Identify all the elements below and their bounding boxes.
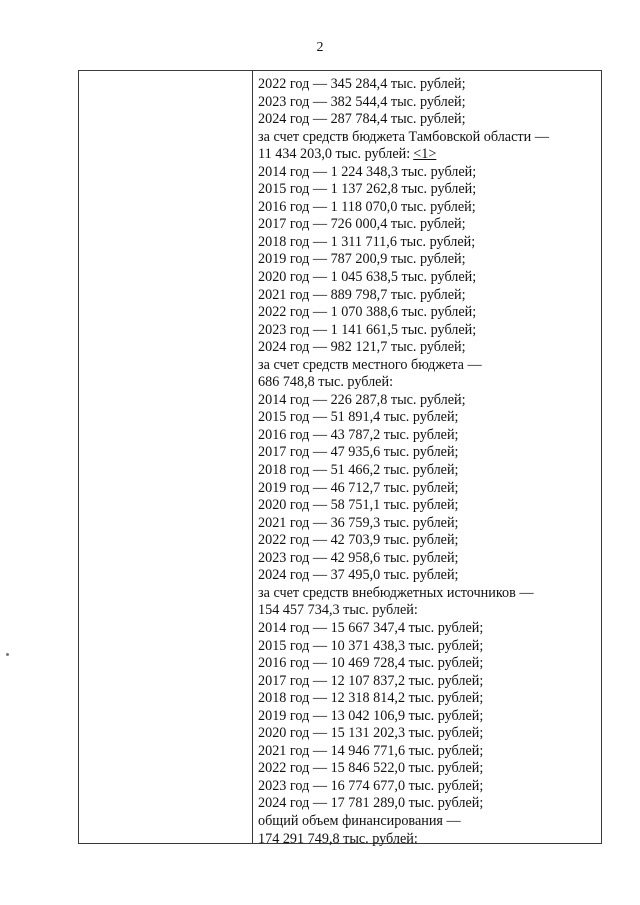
funding-line-text: 2017 год — 12 107 837,2 тыс. рублей; <box>258 672 484 689</box>
funding-line <box>258 795 598 813</box>
funding-line-text: 2021 год — 14 946 771,6 тыс. рублей; <box>258 742 484 759</box>
funding-line <box>258 216 598 234</box>
funding-line <box>258 111 598 129</box>
funding-line-text: 2022 год — 1 070 388,6 тыс. рублей; <box>258 304 477 321</box>
funding-line <box>258 427 598 445</box>
funding-line-text: 154 457 734,3 тыс. рублей: <box>258 602 418 619</box>
funding-line-text: общий объем финансирования — <box>258 812 461 829</box>
funding-line <box>258 322 598 340</box>
funding-line <box>258 357 598 375</box>
funding-line-text: 686 748,8 тыс. рублей: <box>258 374 394 391</box>
funding-line-text: 2017 год — 47 935,6 тыс. рублей; <box>258 444 459 461</box>
funding-line-text: 2020 год — 15 131 202,3 тыс. рублей; <box>258 725 484 742</box>
funding-line <box>258 480 598 498</box>
funding-line-text: 2019 год — 46 712,7 тыс. рублей; <box>258 479 459 496</box>
funding-line <box>258 76 598 94</box>
funding-line-text: 2015 год — 10 371 438,3 тыс. рублей; <box>258 637 484 654</box>
funding-line-text: 2019 год — 787 200,9 тыс. рублей; <box>258 251 466 268</box>
funding-line <box>258 655 598 673</box>
funding-line-text: 2018 год — 51 466,2 тыс. рублей; <box>258 462 459 479</box>
funding-line <box>258 778 598 796</box>
funding-line-text: за счет средств бюджета Тамбовской области — <box>258 128 549 145</box>
funding-line <box>258 462 598 480</box>
funding-line-text: 2022 год — 42 703,9 тыс. рублей; <box>258 532 459 549</box>
funding-line <box>258 690 598 708</box>
funding-line <box>258 287 598 305</box>
funding-line-text: 2024 год — 982 121,7 тыс. рублей; <box>258 339 466 356</box>
funding-line-text: 2023 год — 16 774 677,0 тыс. рублей; <box>258 777 484 794</box>
funding-line-text: 2022 год — 345 284,4 тыс. рублей; <box>258 76 466 92</box>
funding-line <box>258 304 598 322</box>
funding-line <box>258 409 598 427</box>
funding-line-text: 2024 год — 17 781 289,0 тыс. рублей; <box>258 795 484 812</box>
funding-line <box>258 550 598 568</box>
funding-line-text: 2021 год — 889 798,7 тыс. рублей; <box>258 286 466 303</box>
table-right-cell <box>258 76 598 848</box>
funding-line-text: 2014 год — 1 224 348,3 тыс. рублей; <box>258 163 477 180</box>
funding-line-text: 2023 год — 1 141 661,5 тыс. рублей; <box>258 321 477 338</box>
funding-line <box>258 585 598 603</box>
funding-line <box>258 532 598 550</box>
funding-line-text: 2020 год — 1 045 638,5 тыс. рублей; <box>258 269 477 286</box>
funding-line-text: 2014 год — 226 287,8 тыс. рублей; <box>258 391 466 408</box>
funding-line-text: 2015 год — 1 137 262,8 тыс. рублей; <box>258 181 477 198</box>
funding-line-text: 2016 год — 43 787,2 тыс. рублей; <box>258 426 459 443</box>
funding-line-text: 2021 год — 36 759,3 тыс. рублей; <box>258 514 459 531</box>
funding-line-text: 2023 год — 42 958,6 тыс. рублей; <box>258 549 459 566</box>
funding-line <box>258 94 598 112</box>
footnote-link[interactable]: <1> <box>413 146 437 163</box>
funding-line <box>258 129 598 147</box>
funding-line <box>258 234 598 252</box>
funding-line-text: 2023 год — 382 544,4 тыс. рублей; <box>258 93 466 110</box>
funding-line-text: 2024 год — 37 495,0 тыс. рублей; <box>258 567 459 584</box>
funding-line <box>258 269 598 287</box>
funding-line-text: за счет средств местного бюджета — <box>258 356 482 373</box>
funding-line <box>258 339 598 357</box>
funding-line <box>258 444 598 462</box>
scan-speck <box>6 653 9 656</box>
funding-line-text: 11 434 203,0 тыс. рублей: <box>258 146 411 163</box>
funding-line <box>258 146 598 164</box>
funding-line <box>258 374 598 392</box>
funding-line <box>258 620 598 638</box>
funding-line <box>258 743 598 761</box>
funding-line <box>258 515 598 533</box>
funding-line <box>258 181 598 199</box>
funding-line <box>258 392 598 410</box>
funding-line-text: 2014 год — 15 667 347,4 тыс. рублей; <box>258 619 484 636</box>
funding-line-text: 2019 год — 13 042 106,9 тыс. рублей; <box>258 707 484 724</box>
funding-line-text: 2018 год — 1 311 711,6 тыс. рублей; <box>258 233 476 250</box>
funding-line <box>258 199 598 217</box>
funding-line-text: 174 291 749,8 тыс. рублей: <box>258 830 418 847</box>
funding-line-text: 2016 год — 10 469 728,4 тыс. рублей; <box>258 655 484 672</box>
funding-line <box>258 760 598 778</box>
funding-line <box>258 602 598 620</box>
funding-line-text: 2018 год — 12 318 814,2 тыс. рублей; <box>258 690 484 707</box>
funding-line-text: 2020 год — 58 751,1 тыс. рублей; <box>258 497 459 514</box>
funding-line <box>258 831 598 849</box>
funding-line <box>258 638 598 656</box>
table-left-cell <box>79 71 253 843</box>
funding-line <box>258 251 598 269</box>
funding-line <box>258 497 598 515</box>
funding-line-text: 2017 год — 726 000,4 тыс. рублей; <box>258 216 466 233</box>
funding-line-text: 2016 год — 1 118 070,0 тыс. рублей; <box>258 198 476 215</box>
funding-line <box>258 813 598 831</box>
page-number: 2 <box>316 40 324 55</box>
funding-line <box>258 567 598 585</box>
financing-table <box>78 70 602 847</box>
funding-line <box>258 673 598 691</box>
funding-line <box>258 708 598 726</box>
funding-line-text: 2015 год — 51 891,4 тыс. рублей; <box>258 409 459 426</box>
funding-line-text: 2022 год — 15 846 522,0 тыс. рублей; <box>258 760 484 777</box>
funding-line-text: 2024 год — 287 784,4 тыс. рублей; <box>258 111 466 128</box>
funding-line <box>258 725 598 743</box>
funding-line <box>258 164 598 182</box>
funding-line-text: за счет средств внебюджетных источников — <box>258 584 534 601</box>
